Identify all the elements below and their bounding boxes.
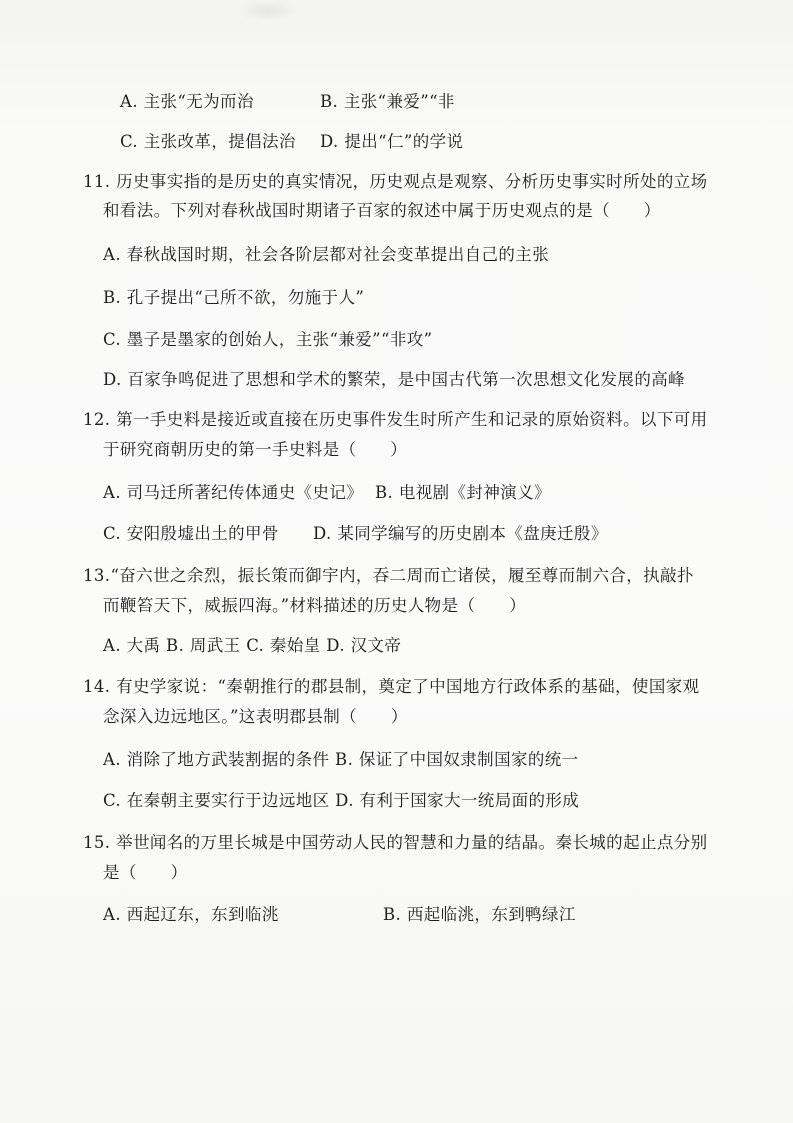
q11-option-d: D. 百家争鸣促进了思想和学术的繁荣，是中国古代第一次思想文化发展的高峰 xyxy=(103,370,686,389)
q15-option-a: A. 西起辽东，东到临洮 xyxy=(103,905,279,924)
q14-options-ab: A. 消除了地方武装割据的条件 B. 保证了中国奴隶制国家的统一 xyxy=(103,750,579,769)
q10-option-a: A. 主张“无为而治 xyxy=(120,92,254,111)
q12-option-b: B. 电视剧《封神演义》 xyxy=(375,483,551,502)
q11-option-c: C. 墨子是墨家的创始人，主张“兼爱”“非攻” xyxy=(103,330,433,349)
q13-stem-line2: 而鞭笞天下，威振四海。”材料描述的历史人物是（ ） xyxy=(103,596,527,615)
q12-option-d: D. 某同学编写的历史剧本《盘庚迁殷》 xyxy=(313,524,608,543)
q10-option-b: B. 主张“兼爱”“非 xyxy=(320,92,455,111)
q13-stem-line1: 13.“奋六世之余烈，振长策而御宇内，吞二周而亡诸侯，履至尊而制六合，执敲扑 xyxy=(83,566,694,585)
q14-stem-line1: 14. 有史学家说：“秦朝推行的郡县制，奠定了中国地方行政体系的基础，使国家观 xyxy=(83,677,700,696)
q12-option-c: C. 安阳殷墟出土的甲骨 xyxy=(103,524,279,543)
scan-smudge xyxy=(238,0,298,22)
q11-option-a: A. 春秋战国时期，社会各阶层都对社会变革提出自己的主张 xyxy=(103,245,550,264)
q10-option-c: C. 主张改革，提倡法治 xyxy=(120,132,296,151)
q12-stem-line2: 于研究商朝历史的第一手史料是（ ） xyxy=(103,440,408,459)
q11-stem-line1: 11. 历史事实指的是历史的真实情况，历史观点是观察、分析历史事实时所处的立场 xyxy=(83,172,708,191)
q11-stem-line2: 和看法。下列对春秋战国时期诸子百家的叙述中属于历史观点的是（ ） xyxy=(103,201,661,220)
q15-stem-line2: 是（ ） xyxy=(103,863,188,882)
q11-option-b: B. 孔子提出“己所不欲，勿施于人” xyxy=(103,288,365,307)
q15-stem-line1: 15. 举世闻名的万里长城是中国劳动人民的智慧和力量的结晶。秦长城的起止点分别 xyxy=(83,833,708,852)
q15-option-b: B. 西起临洮，东到鸭绿江 xyxy=(383,905,576,924)
q14-options-cd: C. 在秦朝主要实行于边远地区 D. 有利于国家大一统局面的形成 xyxy=(103,791,580,810)
q13-options: A. 大禹 B. 周武王 C. 秦始皇 D. 汉文帝 xyxy=(103,636,402,655)
q12-option-a: A. 司马迁所著纪传体通史《史记》 xyxy=(103,483,364,502)
q12-stem-line1: 12. 第一手史料是接近或直接在历史事件发生时所产生和记录的原始资料。以下可用 xyxy=(83,410,708,429)
q14-stem-line2: 念深入边远地区。”这表明郡县制（ ） xyxy=(103,707,408,726)
q10-option-d: D. 提出“仁”的学说 xyxy=(320,132,464,151)
